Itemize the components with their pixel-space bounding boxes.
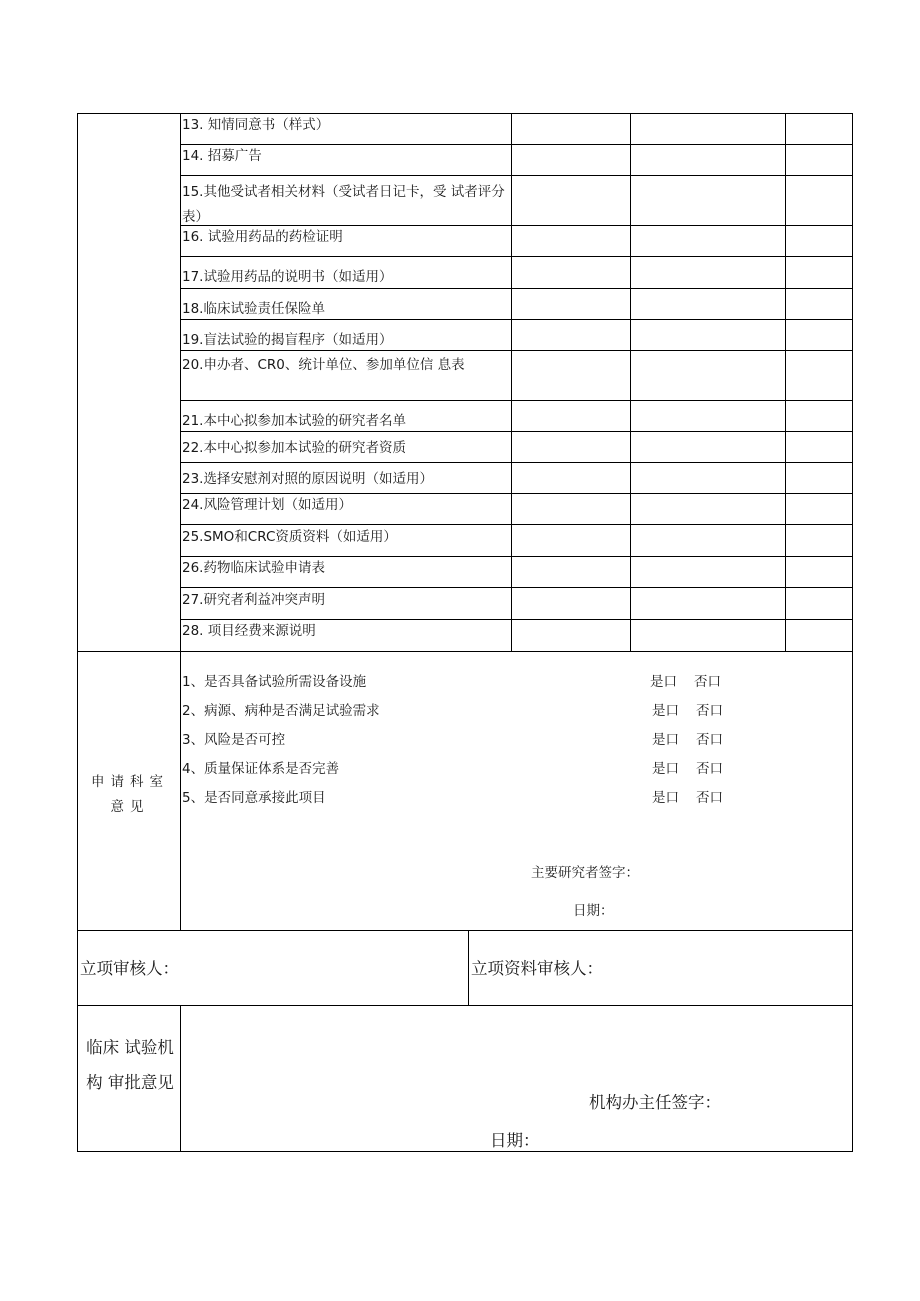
label-column-divider [180, 113, 181, 930]
row-line [180, 462, 853, 463]
yes-checkbox[interactable]: 是口 [652, 761, 679, 777]
checklist-item: 21.本中心拟参加本试验的研究者名单 [182, 413, 406, 429]
no-checkbox[interactable]: 否口 [696, 703, 723, 719]
row-line [180, 144, 853, 145]
section-line [77, 1005, 853, 1006]
checklist-item: 22.本中心拟参加本试验的研究者资质 [182, 440, 406, 456]
checklist-item: 13. 知情同意书（样式） [182, 117, 330, 133]
department-date-label: 日期： [573, 903, 614, 919]
row-line [180, 400, 853, 401]
row-line [180, 524, 853, 525]
row-line [180, 288, 853, 289]
checklist-item: 27.研究者利益冲突声明 [182, 592, 325, 608]
row-line [180, 587, 853, 588]
yes-checkbox[interactable]: 是口 [652, 790, 679, 806]
no-checkbox[interactable]: 否口 [696, 790, 723, 806]
opinion-question: 5、是否同意承接此项目 [182, 790, 326, 806]
checklist-item: 19.盲法试验的揭盲程序（如适用） [182, 332, 393, 348]
row-line [180, 175, 853, 176]
column-divider-2 [630, 113, 631, 651]
row-line [180, 256, 853, 257]
column-divider-3 [785, 113, 786, 651]
document-reviewer-label: 立项资料审核人： [471, 959, 603, 978]
checklist-item: 20.申办者、CR0、统计单位、参加单位信 息表 [182, 357, 465, 373]
reviewer-divider [468, 930, 469, 1005]
checklist-item: 24.风险管理计划（如适用） [182, 497, 352, 513]
checklist-item: 16. 试验用药品的药检证明 [182, 229, 343, 245]
checklist-item: 23.选择安慰剂对照的原因说明（如适用） [182, 471, 433, 487]
checklist-item: 26.药物临床试验申请表 [182, 560, 325, 576]
department-opinion-label: 申请科室意见 [91, 774, 169, 815]
opinion-question: 3、风险是否可控 [182, 732, 286, 748]
label-column-divider-bottom [180, 1005, 181, 1152]
table-border-left [77, 113, 78, 1152]
row-line [180, 319, 853, 320]
director-signature-label: 机构办主任签字： [589, 1093, 721, 1112]
checklist-item: 17.试验用药品的说明书（如适用） [182, 269, 393, 285]
table-border-right [852, 113, 853, 1152]
column-divider-1 [511, 113, 512, 651]
yes-checkbox[interactable]: 是口 [652, 703, 679, 719]
row-line [180, 619, 853, 620]
checklist-item: 18.临床试验责任保险单 [182, 301, 325, 317]
table-border-bottom [77, 1151, 853, 1152]
institution-date-label: 日期： [490, 1131, 540, 1150]
checklist-item: 15.其他受试者相关材料（受试者日记卡，受 试者评分表） [182, 184, 505, 225]
checklist-item: 28. 项目经费来源说明 [182, 623, 316, 639]
institution-approval-label: 临床 试验机构 审批意见 [86, 1038, 174, 1092]
row-line [180, 431, 853, 432]
opinion-question: 2、病源、病种是否满足试验需求 [182, 703, 380, 719]
row-line [180, 556, 853, 557]
row-line [180, 350, 853, 351]
row-line [180, 493, 853, 494]
no-checkbox[interactable]: 否口 [696, 732, 723, 748]
yes-checkbox[interactable]: 是口 [652, 732, 679, 748]
checklist-item: 14. 招募广告 [182, 148, 262, 164]
opinion-question: 4、质量保证体系是否完善 [182, 761, 340, 777]
section-line [77, 651, 853, 652]
table-border-top [77, 113, 853, 114]
no-checkbox[interactable]: 否口 [696, 761, 723, 777]
pi-signature-label: 主要研究者签字： [531, 865, 639, 881]
section-line [77, 930, 853, 931]
checklist-item: 25.SMO和CRC资质资料（如适用） [182, 529, 397, 545]
project-reviewer-label: 立项审核人： [80, 959, 179, 978]
opinion-question: 1、是否具备试验所需设备设施 [182, 674, 367, 690]
yes-checkbox[interactable]: 是口 [650, 674, 677, 690]
no-checkbox[interactable]: 否口 [694, 674, 721, 690]
